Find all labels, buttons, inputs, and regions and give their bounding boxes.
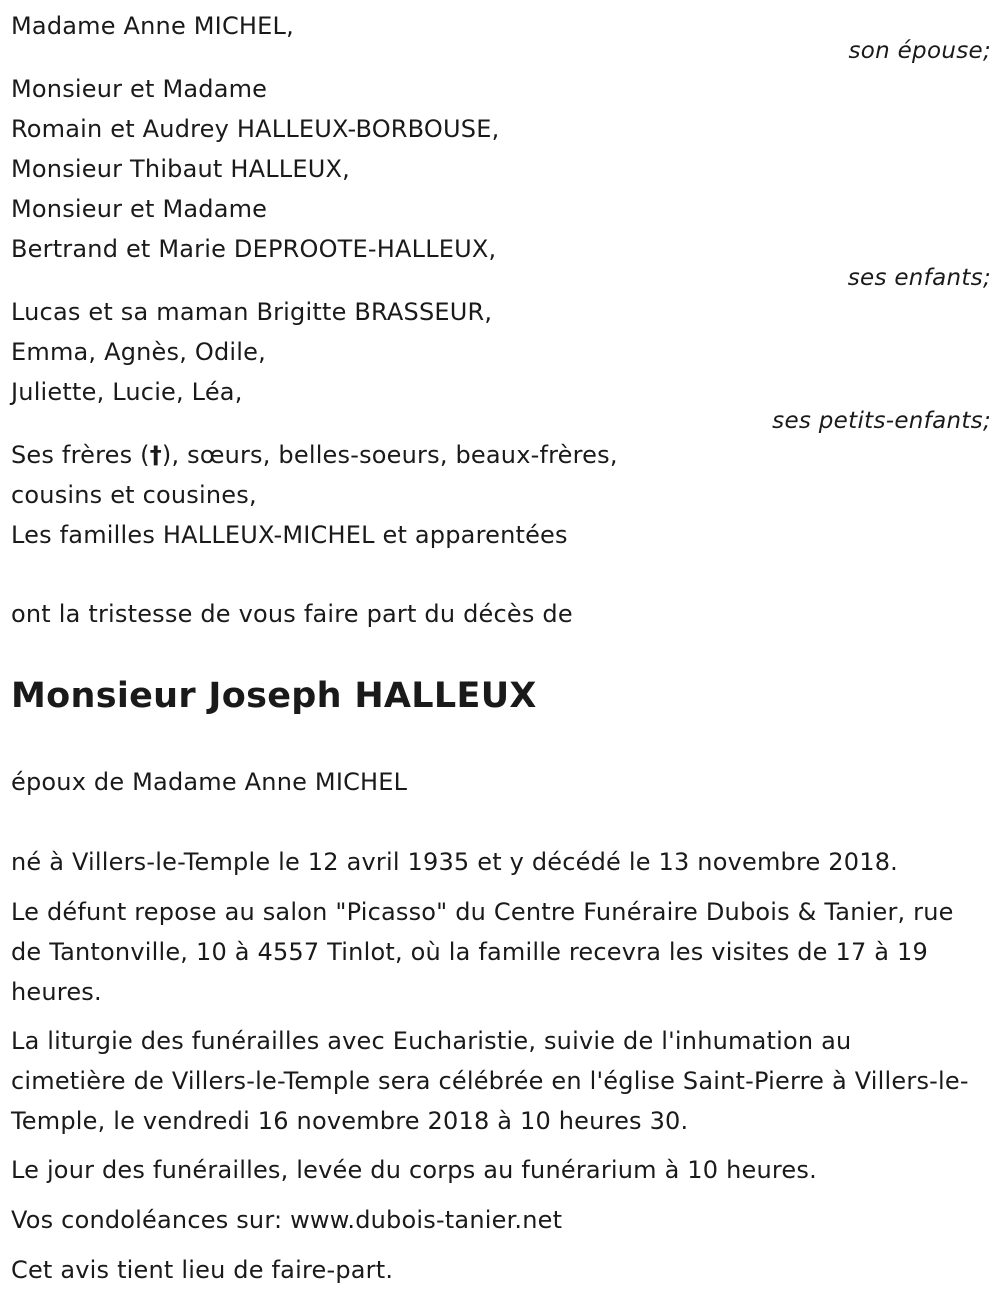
family-siblings-end: ), sœurs, belles-soeurs, beaux-frères, bbox=[161, 441, 618, 469]
cross-icon: † bbox=[149, 441, 162, 469]
family-line-families: Les familles HALLEUX-MICHEL et apparentées bbox=[11, 521, 568, 549]
spouse-group bbox=[11, 6, 991, 64]
children-line: Monsieur Thibaut HALLEUX, bbox=[11, 155, 350, 183]
levee-paragraph: Le jour des funérailles, levée du corps au funérarium à 10 heures. bbox=[11, 1156, 817, 1184]
grandchildren-role: ses petits-enfants; bbox=[772, 408, 991, 434]
family-line-cousins: cousins et cousines, bbox=[11, 481, 257, 509]
children-line: Romain et Audrey HALLEUX-BORBOUSE, bbox=[11, 115, 500, 143]
grandchildren-line: Lucas et sa maman Brigitte BRASSEUR, bbox=[11, 298, 493, 326]
children-line: Monsieur et Madame bbox=[11, 75, 268, 103]
grandchildren-line: Emma, Agnès, Odile, bbox=[11, 338, 266, 366]
notice-paragraph: Cet avis tient lieu de faire-part. bbox=[11, 1256, 394, 1284]
spouse-role: son épouse; bbox=[848, 38, 991, 64]
family-siblings-start: Ses frères ( bbox=[11, 441, 150, 469]
grandchildren-group bbox=[11, 292, 991, 434]
children-line: Bertrand et Marie DEPROOTE-HALLEUX, bbox=[11, 235, 497, 263]
repose-paragraph: Le défunt repose au salon "Picasso" du Centre Funéraire Dubois & Tanier, rue de Tantonville, 10 à 4557 Tinlot, où la famille recevra les visites de 17 à 19 heures. bbox=[11, 898, 954, 1006]
children-role: ses enfants; bbox=[847, 265, 991, 291]
grandchildren-line: Juliette, Lucie, Léa, bbox=[11, 378, 243, 406]
family-line-siblings bbox=[11, 435, 991, 475]
deceased-name: Monsieur Joseph HALLEUX bbox=[11, 676, 537, 716]
family-group bbox=[11, 435, 991, 555]
liturgy-paragraph: La liturgie des funérailles avec Eucharistie, suivie de l'inhumation au cimetière de Villers-le-Temple sera célébrée en l'église Saint-Pierre à Villers-le-Temple, le vendredi 16 novembre 2018 à 10 heures 30. bbox=[11, 1027, 969, 1135]
birth-death-paragraph: né à Villers-le-Temple le 12 avril 1935 et y décédé le 13 novembre 2018. bbox=[11, 848, 899, 876]
spouse-of-text: époux de Madame Anne MICHEL bbox=[11, 768, 408, 796]
children-line: Monsieur et Madame bbox=[11, 195, 268, 223]
spouse-name: Madame Anne MICHEL, bbox=[11, 12, 294, 40]
children-group bbox=[11, 69, 991, 291]
condolences-paragraph: Vos condoléances sur: www.dubois-tanier.net bbox=[11, 1206, 563, 1234]
announcement-text: ont la tristesse de vous faire part du décès de bbox=[11, 600, 573, 628]
